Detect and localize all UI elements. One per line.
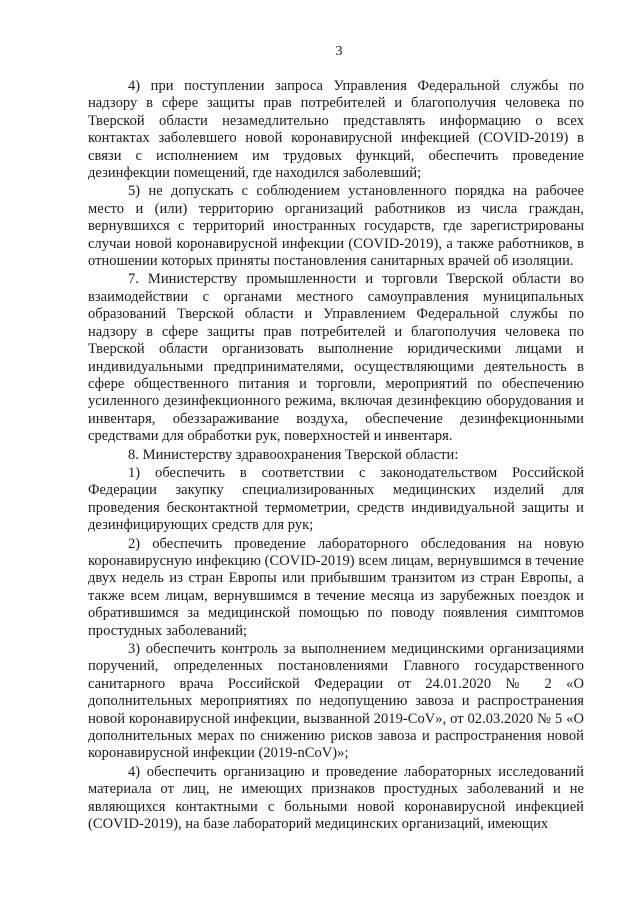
paragraph-8-4-lab-research: 4) обеспечить организацию и проведение лабораторных исследований материала от лиц, не имеющих признаков простудных заболеваний и не являющихся контактными с больными новой коронавирусной инфекцией (COVID-2019), на базе лабораторий медицинских организаций, имеющих [88,763,584,833]
paragraph-8-1-procurement: 1) обеспечить в соответствии с законодательством Российской Федерации закупку специализированных медицинских изделий для проведения бесконтактной термометрии, средств индивидуальной защиты и дезинфицирующих средств для рук; [88,464,584,534]
paragraph-4-contacts: 4) при поступлении запроса Управления Федеральной службы по надзору в сфере защиты прав потребителей и благополучия человека по Тверской области незамедлительно представлять информацию о всех контактах заболевшего новой коронавирусной инфекцией (COVID-2019) в связи с исполнением им трудовых функций, обеспечить проведение дезинфекции помещений, где находился заболевший; [88,78,584,182]
paragraph-8-3-control: 3) обеспечить контроль за выполнением медицинскими организациями поручений, определенных постановлениями Главного государственного санитарного врача Российской Федерации от 24.01.2020 № 2 «О дополнительных мероприятиях по недопущению завоза и распространения новой коронавирусной инфекции, вызванной 2019-CoV», от 02.03.2020 № 5 «О дополнительных мерах по снижению рисков завоза и распространения новой коронавирусной инфекции (2019-nCoV)»; [88,641,584,762]
paragraph-item-8: 8. Министерству здравоохранения Тверской области: [128,446,459,463]
document-body [88,78,584,833]
paragraph-8-2-lab-testing: 2) обеспечить проведение лабораторного обследования на новую коронавирусную инфекцию (COVID-2019) всем лицам, вернувшимся в течение двух недель из стран Европы или прибывшим транзитом из стран Европы, а также всем лицам, вернувшимся в течение месяца из зарубежных поездок и обратившимся за медицинской помощью по поводу появления симптомов простудных заболеваний; [88,535,584,639]
page-number: 3 [335,44,343,59]
paragraph-item-7: 7. Министерству промышленности и торговли Тверской области во взаимодействии с органами местного самоуправления муниципальных образований Тверской области и Управлением Федеральной службы по надзору в сфере защиты прав потребителей и благополучия человека по Тверской области организовать выполнение юридическими лицами и индивидуальными предпринимателями, осуществляющими деятельность в сфере общественного питания и торговли, мероприятий по обеспечению усиленного дезинфекционного режима, включая дезинфекцию оборудования и инвентаря, обеззараживание воздуха, обеспечение дезинфекционными средствами для обработки рук, поверхностей и инвентаря. [88,271,584,445]
paragraph-5-workplace: 5) не допускать с соблюдением установленного порядка на рабочее место и (или) территорию организаций работников из числа граждан, вернувшихся с территорий иностранных государств, где зарегистрированы случаи новой коронавирусной инфекции (COVID-2019), а также работников, в отношении которых приняты постановления санитарных врачей об изоляции. [88,183,584,270]
